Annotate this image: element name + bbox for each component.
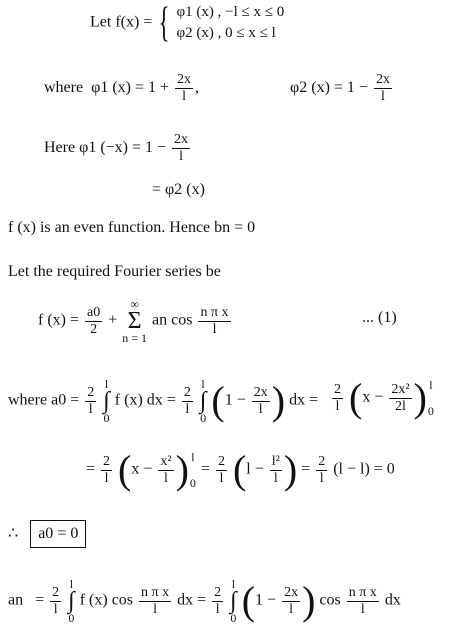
xsq-den: l	[164, 470, 168, 486]
int-sign-b: ∫	[199, 388, 207, 414]
eval-l-b: l	[219, 470, 224, 486]
an-l-b: l	[215, 601, 220, 617]
an-cos-num: n π x	[141, 584, 170, 600]
l-den-c: l	[335, 398, 340, 414]
an-twox-num: 2x	[284, 584, 299, 600]
an-cos-num-b: n π x	[348, 584, 377, 600]
phi2-fraction	[374, 72, 392, 105]
eval-two-over-l-b	[216, 454, 227, 487]
paren-inner: 1 −	[224, 391, 246, 409]
piecewise-cases	[177, 2, 285, 44]
equation-phi-definitions: where φ1 (x) = 1 + $\frac{2x}{l}$ ,	[44, 72, 200, 104]
integral-symbol-b	[200, 378, 207, 424]
open-paren-b: (	[349, 375, 363, 420]
open-paren: (	[211, 378, 225, 423]
l-sq-over-l	[270, 454, 282, 487]
eval-eq2: =	[200, 460, 210, 478]
eval-two-over-l	[101, 454, 112, 487]
close-paren-b: )	[413, 375, 427, 420]
an-close: )	[302, 578, 316, 623]
eval-limits	[428, 379, 434, 417]
cos-arg-fraction	[198, 305, 230, 338]
an-int-sign: ∫	[68, 588, 75, 614]
an-dx: dx =	[177, 591, 207, 609]
int-upper: l	[104, 377, 109, 391]
x-sq-over-l	[158, 454, 173, 487]
left-brace-symbol: {	[158, 0, 170, 46]
integral-symbol	[103, 378, 110, 424]
lim-upper: l	[429, 378, 433, 392]
twox-num: 2x	[253, 384, 268, 400]
phi1-den: l	[182, 89, 186, 104]
eval-l: l	[104, 470, 109, 486]
l-den-b: l	[185, 401, 190, 417]
equation-f-definition	[90, 2, 284, 44]
int-lower: 0	[103, 411, 110, 425]
f-def-lhs: Let f(x) =	[90, 13, 153, 31]
lim-upper-b: l	[191, 450, 195, 464]
eval-l-c: l	[319, 470, 324, 486]
b-num: 2x²	[391, 381, 410, 397]
an-lhs: an	[8, 591, 24, 609]
eval-inner: x −	[131, 460, 153, 478]
int-upper-b: l	[201, 377, 205, 391]
an-cos-den-b: l	[360, 601, 365, 617]
case-2: φ2 (x) , 0 ≤ x ≤ l	[176, 25, 276, 41]
lim-lower-b: 0	[189, 476, 196, 490]
here-fraction	[172, 132, 190, 165]
int-lower-b: 0	[200, 411, 207, 425]
an-cos-fraction-b	[347, 585, 379, 618]
here-den: l	[179, 149, 183, 164]
phi1-fraction	[175, 72, 193, 105]
an-l: l	[53, 601, 58, 617]
an-cos-fraction	[139, 585, 171, 618]
eval-limits-b	[190, 451, 196, 489]
series-plus: +	[108, 311, 118, 329]
cos-num: n π x	[200, 304, 229, 320]
an-int-lower: 0	[68, 611, 75, 625]
boxed-result: a0 = 0	[30, 520, 86, 548]
equation-phi2	[290, 72, 394, 105]
an-cos2: cos	[319, 591, 341, 609]
equation-label-1: ... (1)	[362, 309, 397, 326]
close-paren: )	[271, 378, 286, 423]
series-lhs: f (x) =	[38, 311, 80, 329]
lsq-num: l²	[271, 453, 280, 469]
lim-lower: 0	[427, 404, 434, 418]
a0-fx: f (x) dx =	[114, 391, 176, 409]
case-1: φ1 (x) , −l ≤ x ≤ 0	[176, 4, 285, 20]
two-num: 2	[87, 384, 95, 400]
an-two-over-l-b	[212, 585, 223, 618]
an-integral-symbol	[68, 578, 75, 624]
eval-eq: =	[86, 460, 96, 478]
a0-two-over-l-c	[332, 382, 343, 415]
phi2-num: 2x	[375, 72, 390, 87]
a0-two-over-l	[85, 385, 96, 418]
an-int-upper: l	[69, 577, 74, 591]
equation-here-rhs	[152, 180, 205, 200]
text-let-series: Let the required Fourier series be	[8, 263, 221, 280]
eval-close-b: )	[283, 447, 298, 492]
b-den: 2l	[395, 398, 406, 414]
eval-inner2: l −	[246, 460, 264, 478]
a0-dx: dx =	[289, 391, 319, 409]
eval-close: )	[175, 447, 189, 492]
an-int-lower-b: 0	[230, 611, 237, 625]
eval-rhs-eq: =	[301, 460, 311, 478]
an-inner: 1 −	[255, 591, 277, 609]
phi2-den: l	[380, 89, 385, 104]
xsq-num: x²	[160, 453, 172, 469]
an-dx2: dx	[384, 591, 401, 609]
sum-upper: ∞	[130, 297, 139, 311]
eval-two-over-l-c	[316, 454, 327, 487]
eval-two-b: 2	[217, 453, 225, 469]
where-label: where	[44, 79, 84, 97]
an-two-b: 2	[214, 584, 222, 600]
sum-lower: n = 1	[122, 331, 148, 345]
a0-half-fraction	[85, 305, 102, 338]
an-integral-symbol-b	[230, 578, 237, 624]
summation-symbol	[122, 298, 147, 344]
an-int-sign-b: ∫	[230, 588, 237, 614]
phi2-lhs: φ2 (x) = 1 −	[290, 79, 368, 97]
equation-here	[44, 132, 192, 165]
eval-open-b: (	[232, 447, 247, 492]
eval-two: 2	[103, 453, 111, 469]
l-den: l	[88, 401, 93, 417]
equation-a0-eval	[86, 447, 395, 492]
sum-sign: Σ	[127, 308, 142, 334]
equation-fourier-series	[38, 298, 233, 344]
a0-num: a0	[87, 304, 101, 320]
here-lhs: Here φ1 (−x) = 1 −	[44, 139, 167, 157]
cos-den: l	[212, 321, 217, 337]
equation-a0-result	[8, 520, 86, 548]
an-int-upper-b: l	[231, 577, 236, 591]
two-x-over-l	[252, 385, 270, 418]
equation-a0-bracket	[330, 375, 435, 420]
eval-open: (	[118, 447, 132, 492]
therefore-symbol: ∴	[8, 525, 19, 542]
series-term: an cos	[152, 311, 193, 329]
twox-den: l	[258, 401, 263, 417]
an-twox-den: l	[289, 601, 294, 617]
an-eq: =	[35, 591, 45, 609]
here-num: 2x	[174, 132, 189, 147]
a0-den: 2	[90, 321, 98, 337]
int-sign: ∫	[103, 388, 110, 414]
two-num-c: 2	[334, 381, 341, 397]
phi1-lhs: φ1 (x) = 1 +	[91, 79, 170, 97]
a0-where: where a0 =	[8, 391, 80, 409]
equation-a0-integral	[8, 378, 318, 424]
an-twox-over-l	[282, 585, 300, 618]
lsq-den: l	[273, 470, 278, 486]
an-fx: f (x) cos	[79, 591, 134, 609]
equation-an-integral	[8, 578, 401, 624]
text-even-function: f (x) is an even function. Hence bn = 0	[8, 219, 256, 236]
eval-rhs: (l − l) = 0	[333, 460, 395, 478]
two-x-sq-over-2l	[389, 382, 411, 415]
an-open: (	[241, 578, 256, 623]
phi1-num: 2x	[177, 72, 192, 87]
two-num-b: 2	[183, 384, 191, 400]
an-cos-den: l	[153, 601, 158, 617]
an-two: 2	[52, 584, 60, 600]
a0-two-over-l-b	[182, 385, 193, 418]
eval-two-c: 2	[318, 453, 326, 469]
an-two-over-l	[50, 585, 61, 618]
bracket-inner: x −	[362, 388, 384, 406]
here-rhs2: = φ2 (x)	[152, 181, 205, 198]
